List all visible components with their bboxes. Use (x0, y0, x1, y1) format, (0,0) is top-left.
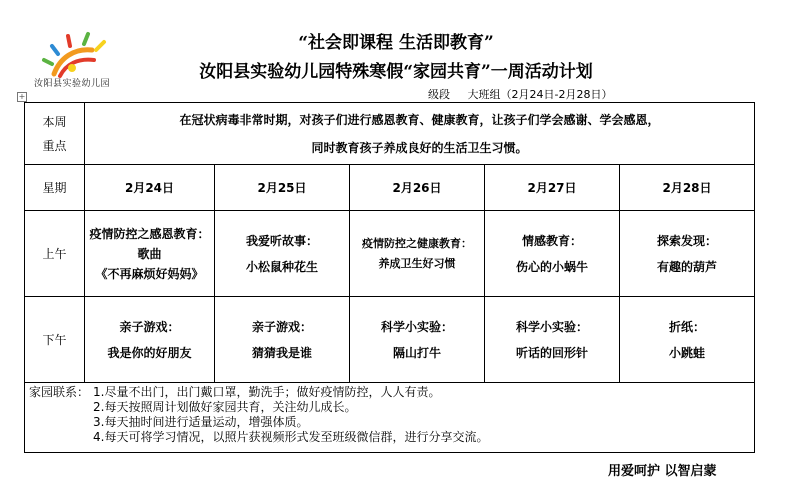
focus-label-line1: 本周 (42, 114, 67, 129)
afternoon-activity-cell (85, 297, 215, 383)
home-school-notes (25, 383, 755, 453)
activity-title: 有趣的葫芦 (656, 259, 717, 274)
note-line: 3.每天抽时间进行适量运动，增强体质。 (93, 415, 309, 429)
activity-title: 《不再麻烦好妈妈》 (95, 266, 204, 281)
weekly-plan-table (24, 102, 755, 453)
notes-row (25, 383, 755, 453)
grade-value: 大班组（2月24日-2月28日） (454, 86, 718, 103)
activity-title: 我是你的好朋友 (107, 345, 192, 360)
date-cell: 2月26日 (350, 165, 485, 211)
morning-activity-cell (620, 211, 755, 297)
afternoon-row (25, 297, 755, 383)
activity-type: 情感教育： (521, 233, 582, 248)
note-text: 1.尽量不出门，出门戴口罩，勤洗手；做好疫情防控，人人有责。 (93, 385, 441, 399)
afternoon-label: 下午 (25, 297, 85, 383)
note-line: 4.每天可将学习情况，以照片获视频形式发至班级微信群，进行分享交流。 (93, 430, 489, 444)
page-title-plan: 汝阳县实验幼儿园特殊寒假“家园共育”一周活动计划 (199, 62, 593, 82)
grade-label: 级段 (428, 88, 450, 101)
activity-title: 小松鼠种花生 (245, 259, 318, 274)
activity-title: 听话的回形针 (515, 345, 588, 360)
activity-type: 我爱听故事： (245, 233, 318, 248)
activity-type: 折纸： (668, 319, 705, 334)
grade-info (428, 86, 718, 103)
notes-label: 家园联系： (29, 385, 90, 399)
activity-type: 科学小实验： (515, 319, 588, 334)
activity-type: 科学小实验： (380, 319, 453, 334)
afternoon-activity-cell (215, 297, 350, 383)
weekly-focus-line2: 同时教育孩子养成良好的生活卫生习惯。 (311, 140, 528, 155)
activity-type: 探索发现： (656, 233, 717, 248)
date-cell: 2月24日 (85, 165, 215, 211)
activity-type: 亲子游戏： (119, 319, 180, 334)
morning-activity-cell (485, 211, 620, 297)
focus-row (25, 103, 755, 165)
activity-title: 养成卫生好习惯 (378, 256, 456, 270)
weekly-focus-line1: 在冠状病毒非常时期，对孩子们进行感恩教育、健康教育，让孩子们学会感谢、学会感恩， (179, 112, 660, 127)
date-cell: 2月27日 (485, 165, 620, 211)
morning-row (25, 211, 755, 297)
focus-label-cell (25, 103, 85, 165)
morning-activity-cell (350, 211, 485, 297)
note-line: 2.每天按照周计划做好家园共育，关注幼儿成长。 (93, 400, 357, 414)
activity-title: 小跳蛙 (668, 345, 705, 360)
footer-motto: 用爱呵护 以智启蒙 (608, 464, 717, 479)
date-cell: 2月25日 (215, 165, 350, 211)
morning-activity-cell (85, 211, 215, 297)
weekly-focus-cell (85, 103, 755, 165)
activity-type: 疫情防控之健康教育： (362, 236, 472, 250)
activity-title: 隔山打牛 (392, 345, 441, 360)
table-move-handle-icon[interactable]: + (18, 92, 26, 101)
activity-title: 猜猜我是谁 (251, 345, 312, 360)
date-row (25, 165, 755, 211)
focus-label-line2: 重点 (42, 138, 67, 153)
morning-label: 上午 (25, 211, 85, 297)
note-line (29, 385, 750, 400)
activity-type: 亲子游戏： (251, 319, 312, 334)
logo-caption: 汝阳县实验幼儿园 (34, 79, 111, 89)
activity-title: 伤心的小蜗牛 (515, 259, 588, 274)
weekday-label: 星期 (25, 165, 85, 211)
date-cell: 2月28日 (620, 165, 755, 211)
afternoon-activity-cell (620, 297, 755, 383)
page-title-slogan: “社会即课程 生活即教育” (298, 33, 494, 53)
afternoon-activity-cell (485, 297, 620, 383)
activity-subtype: 歌曲 (137, 246, 162, 261)
activity-type: 疫情防控之感恩教育： (89, 226, 210, 241)
afternoon-activity-cell (350, 297, 485, 383)
morning-activity-cell (215, 211, 350, 297)
